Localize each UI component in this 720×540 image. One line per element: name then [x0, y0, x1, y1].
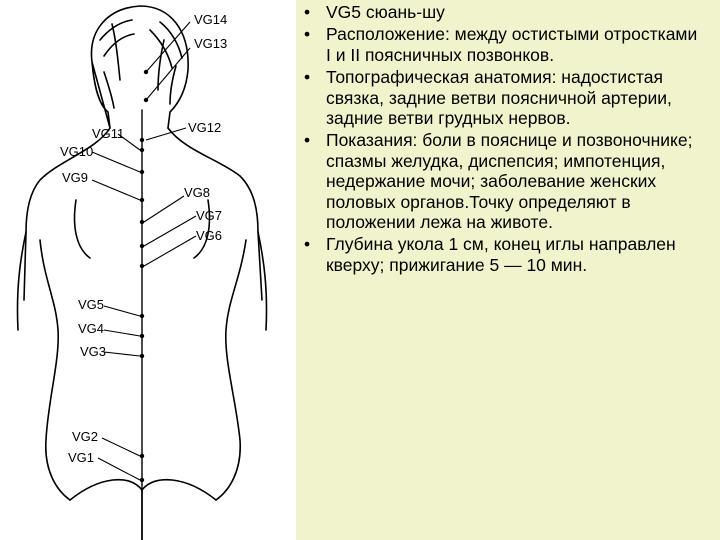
bullet-item-indications [296, 130, 706, 232]
point-labels [60, 12, 227, 465]
point-vg6 [140, 264, 144, 268]
point-vg11 [140, 148, 144, 152]
bullet-text: Показания: боли в пояснице и позвоночнике; спазмы желудка, диспепсия; импотенция, недержание мочи; заболевание женских половых органов.Точку определяют в положении лежа на животе. [326, 130, 693, 233]
hair-strands [100, 20, 182, 108]
bullet-list [296, 2, 706, 277]
bullet-dot: • [304, 67, 311, 88]
buttocks [70, 480, 216, 500]
label-vg10: VG10 [60, 144, 94, 159]
bullet-dot: • [304, 130, 311, 151]
label-vg7: VG7 [196, 208, 223, 223]
label-vg1: VG1 [68, 450, 95, 465]
point-vg9 [140, 198, 144, 202]
label-vg6: VG6 [196, 228, 223, 243]
label-vg11: VG11 [92, 126, 125, 141]
label-vg12: VG12 [188, 120, 222, 135]
right-flank [216, 240, 246, 500]
point-vg8 [140, 220, 144, 224]
label-vg2: VG2 [72, 429, 99, 444]
point-vg2 [140, 454, 144, 458]
bullet-item-anatomy [296, 67, 706, 128]
label-vg9: VG9 [62, 170, 89, 185]
point-vg13 [144, 98, 148, 102]
point-vg3 [140, 354, 144, 358]
bullet-dot: • [304, 24, 311, 45]
point-vg12 [140, 138, 144, 142]
bullet-item-location [296, 24, 706, 65]
bullet-text: Глубина укола 1 см, конец иглы направлен кверху; прижигание 5 — 10 мин. [326, 234, 676, 275]
label-vg13: VG13 [194, 36, 228, 51]
leader-lines [92, 22, 196, 480]
bullet-text: VG5 сюань-шу [326, 2, 445, 22]
label-vg14: VG14 [194, 12, 228, 27]
bullet-text: Расположение: между остистыми отростками I и II поясничных позвонков. [326, 24, 698, 65]
point-vg4 [140, 334, 144, 338]
point-vg14 [144, 70, 148, 74]
point-vg5 [140, 314, 144, 318]
back-illustration [0, 0, 296, 540]
point-markers [140, 70, 148, 482]
bullet-dot: • [304, 234, 311, 255]
point-vg10 [140, 170, 144, 174]
point-vg7 [140, 244, 144, 248]
bullet-text: Топографическая анатомия: надостистая связка, задние ветви поясничной артерии, задние ветви грудных нервов. [326, 67, 672, 129]
bullet-item-technique [296, 234, 706, 275]
acupuncture-figure [0, 0, 296, 540]
label-vg5: VG5 [78, 297, 105, 312]
bullet-dot: • [304, 2, 311, 22]
bullet-item-title [296, 2, 706, 22]
scapula-left [75, 200, 90, 258]
point-vg1 [140, 478, 144, 482]
label-vg8: VG8 [184, 185, 211, 200]
label-vg4: VG4 [78, 321, 105, 336]
left-flank [40, 240, 70, 500]
label-vg3: VG3 [80, 344, 107, 359]
description-panel [296, 0, 720, 540]
